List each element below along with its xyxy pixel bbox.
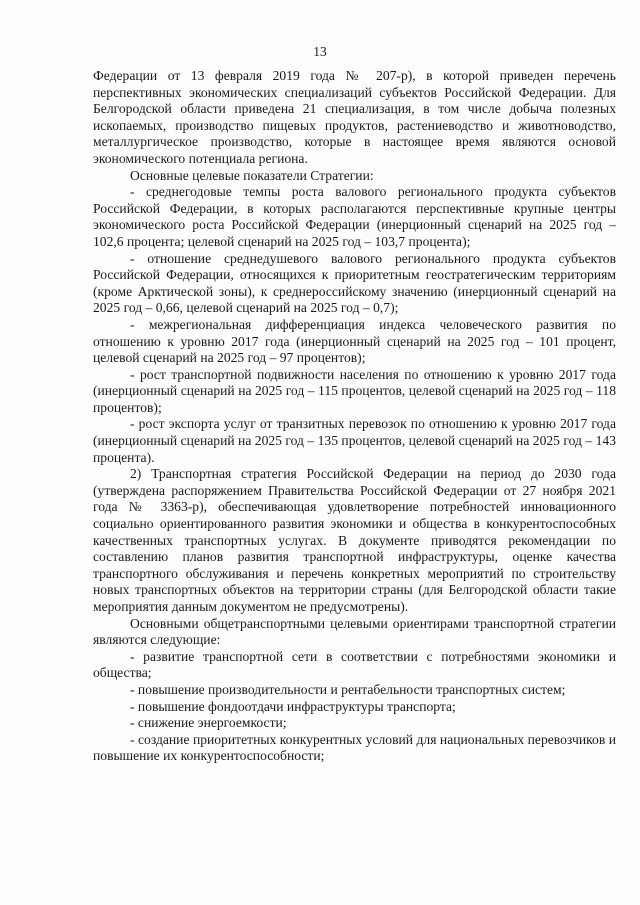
list-item-hdi-differentiation: - межрегиональная дифференциация индекса человеческого развития по отношению к уровню 2017 года (инерционный сценарий на 2025 год – 101 процент, целевой сценарий на 2025 год – 97 процентов); [93,316,616,366]
list-item-grp-per-capita: - отношение среднедушевого валового регионального продукта субъектов Российской Федерации, относящихся к приоритетным геостратегическим территориям (кроме Арктической зоны), к среднероссийскому значению (инерционный сценарий на 2025 год – 0,66, целевой сценарий на 2025 год – 0,7); [93,250,616,316]
list-item-transport-mobility: - рост транспортной подвижности населения по отношению к уровню 2017 года (инерционный сценарий на 2025 год – 115 процентов, целевой сценарий на 2025 год – 118 процентов); [93,366,616,415]
list-item-grp-growth: - среднегодовые темпы роста валового регионального продукта субъектов Российской Федерации, в которых располагаются перспективные крупные центры экономического роста Российской Федерации (инерционный сценарий на 2025 год – 102,6 процента; целевой сценарий на 2025 год – 103,7 процента); [93,184,616,249]
list-item-productivity: - повышение производительности и рентабельности транспортных систем; [130,681,566,697]
list-item-capital-productivity: - повышение фондоотдачи инфраструктуры транспорта; [130,698,456,714]
paragraph-transport-strategy: 2) Транспортная стратегия Российской Федерации на период до 2030 года (утверждена распоряжением Правительства Российской Федерации от 27 ноября 2021 года № 3363-р), обеспечивающая удовлетворение потребностей инновационного социально ориентированного развития экономики и общества в конкурентоспособных качественных транспортных услугах. В документе приводятся рекомендации по составлению планов развития транспортной инфраструктуры, оценке качества транспортного обслуживания и перечень конкретных мероприятий по строительству новых транспортных объектов на территории страны (для Белгородской области такие мероприятия данным документом не предусмотрены). [93,466,616,614]
list-item-network-development: - развитие транспортной сети в соответствии с потребностями экономики и общества; [93,648,616,681]
page-number: 13 [313,44,327,59]
paragraph-key-indicators-heading: Основные целевые показатели Стратегии: [130,167,374,183]
list-item-transit-export: - рост экспорта услуг от транзитных перевозок по отношению к уровню 2017 года (инерционный сценарий на 2025 год – 135 процентов, целевой сценарий на 2025 год – 143 процента). [93,416,616,465]
document-body [93,68,616,765]
paragraph-strategy-intro: Федерации от 13 февраля 2019 года № 207-р), в которой приведен перечень перспективных экономических специализаций субъектов Российской Федерации. Для Белгородской области приведена 21 специализация, в том числе добыча полезных ископаемых, производство пищевых продуктов, растениеводство и животноводство, металлургическое производство, которые в настоящее время являются основой экономического потенциала региона. [93,68,616,166]
list-item-energy-intensity: - снижение энергоемкости; [130,715,287,731]
list-item-national-carriers: - создание приоритетных конкурентных условий для национальных перевозчиков и повышение их конкурентоспособности; [93,731,616,764]
paragraph-transport-targets-heading: Основными общетранспортными целевыми ориентирами транспортной стратегии являются следующие: [93,615,616,648]
